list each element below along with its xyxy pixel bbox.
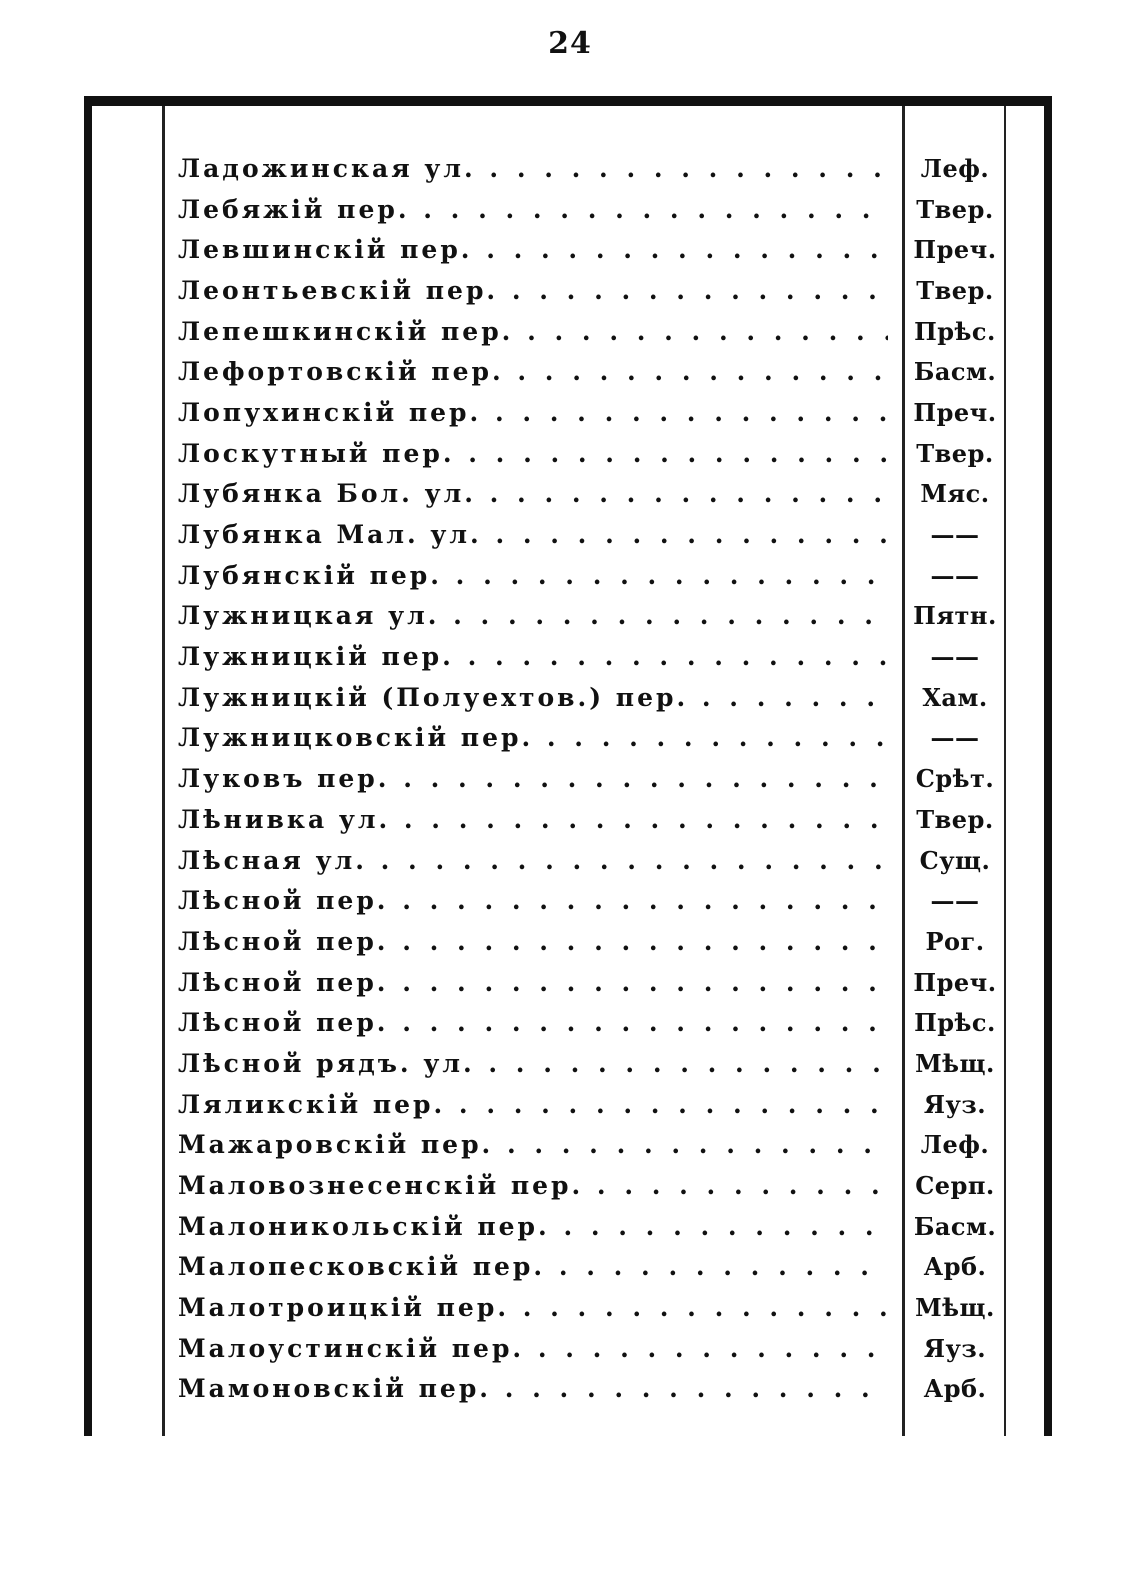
list-item bbox=[178, 636, 1008, 677]
street-name: Лепешкинскій пер. . . . bbox=[178, 317, 888, 346]
list-item bbox=[178, 1328, 1008, 1369]
list-item bbox=[178, 1043, 1008, 1084]
city-part: Леф. bbox=[920, 153, 990, 183]
street-name: Ладожинская ул. . . . bbox=[178, 154, 888, 183]
city-part: Хам. bbox=[922, 682, 988, 712]
list-item bbox=[178, 677, 1008, 718]
street-name: Лѣсной рядъ. ул. . . . bbox=[178, 1049, 888, 1078]
city-part: Леф. bbox=[920, 1130, 990, 1160]
city-part: Сущ. bbox=[919, 845, 991, 875]
city-part: Рог. bbox=[925, 926, 985, 956]
city-part: Твер. bbox=[916, 438, 994, 468]
list-item bbox=[178, 1206, 1008, 1247]
list-item bbox=[178, 474, 1008, 515]
list-item bbox=[178, 718, 1008, 759]
city-part: Прѣс. bbox=[914, 316, 996, 346]
list-item bbox=[178, 840, 1008, 881]
street-name: Лѣсной пер. . . . bbox=[178, 1008, 888, 1037]
street-name: Лѣсной пер. . . . bbox=[178, 968, 888, 997]
city-part: Прѣс. bbox=[914, 1008, 996, 1038]
street-name: Малотроицкій пер. . . . bbox=[178, 1293, 888, 1322]
street-name: Левшинскій пер. . . . bbox=[178, 235, 888, 264]
list-item bbox=[178, 514, 1008, 555]
list-item bbox=[178, 351, 1008, 392]
city-part: Пятн. bbox=[913, 601, 997, 631]
list-item bbox=[178, 1287, 1008, 1328]
list-item bbox=[178, 596, 1008, 637]
city-part: Мѣщ. bbox=[915, 1293, 995, 1323]
list-item bbox=[178, 1125, 1008, 1166]
street-name: Маловознесенскій пер. . . . bbox=[178, 1171, 888, 1200]
city-part: Твер. bbox=[916, 194, 994, 224]
city-part: Срѣт. bbox=[915, 764, 995, 794]
list-item bbox=[178, 880, 1008, 921]
street-name: Луковъ пер. . . . bbox=[178, 764, 888, 793]
street-name: Лѣсной пер. . . . bbox=[178, 886, 888, 915]
street-name: Лужницкая ул. . . . bbox=[178, 601, 888, 630]
city-part: Мяс. bbox=[920, 479, 990, 509]
list-item bbox=[178, 1165, 1008, 1206]
street-name: Малоустинскій пер. . . . bbox=[178, 1334, 888, 1363]
street-name: Леонтьевскій пер. . . . bbox=[178, 276, 888, 305]
street-name: Лѣсной пер. . . . bbox=[178, 927, 888, 956]
city-part: Басм. bbox=[913, 1211, 997, 1241]
city-part: —— bbox=[930, 723, 980, 753]
city-part: Преч. bbox=[913, 235, 997, 265]
list-item bbox=[178, 1369, 1008, 1410]
city-part: Арб. bbox=[923, 1252, 987, 1282]
street-name: Малоникольскій пер. . . . bbox=[178, 1212, 888, 1241]
city-part: —— bbox=[930, 560, 980, 590]
city-part: Яуз. bbox=[923, 1333, 987, 1363]
list-item bbox=[178, 1084, 1008, 1125]
list-item bbox=[178, 1247, 1008, 1288]
list-item bbox=[178, 189, 1008, 230]
city-part: —— bbox=[930, 642, 980, 672]
street-name: Ляликскій пер. . . . bbox=[178, 1090, 888, 1119]
street-name: Лубянскій пер. . . . bbox=[178, 561, 888, 590]
street-name: Лубянка Мал. ул. . . . bbox=[178, 520, 888, 549]
city-part: —— bbox=[930, 520, 980, 550]
list-item bbox=[178, 555, 1008, 596]
street-name: Мамоновскій пер. . . . bbox=[178, 1374, 888, 1403]
city-part: Преч. bbox=[913, 397, 997, 427]
city-part: Яуз. bbox=[923, 1089, 987, 1119]
street-name: Мажаровскій пер. . . . bbox=[178, 1130, 888, 1159]
street-name: Лѣнивка ул. . . . bbox=[178, 805, 888, 834]
list-item bbox=[178, 758, 1008, 799]
list-item bbox=[178, 921, 1008, 962]
list-item bbox=[178, 148, 1008, 189]
street-name: Лѣсная ул. . . . bbox=[178, 846, 888, 875]
city-part: Мѣщ. bbox=[915, 1048, 995, 1078]
city-part: Твер. bbox=[916, 804, 994, 834]
list-item bbox=[178, 270, 1008, 311]
list-item bbox=[178, 962, 1008, 1003]
list-item bbox=[178, 229, 1008, 270]
city-part: Басм. bbox=[913, 357, 997, 387]
street-name: Лубянка Бол. ул. . . . bbox=[178, 479, 888, 508]
column-rule-left bbox=[162, 106, 165, 1436]
street-name: Малопесковскій пер. . . . bbox=[178, 1252, 888, 1281]
street-name: Лопухинскій пер. . . . bbox=[178, 398, 888, 427]
city-part: Серп. bbox=[915, 1171, 995, 1201]
street-name: Лебяжій пер. . . . bbox=[178, 195, 888, 224]
street-name: Лужницковскій пер. . . . bbox=[178, 723, 888, 752]
street-name: Лефортовскій пер. . . . bbox=[178, 357, 888, 386]
street-name: Лужницкій пер. . . . bbox=[178, 642, 888, 671]
list-item bbox=[178, 311, 1008, 352]
city-part: Твер. bbox=[916, 275, 994, 305]
list-item bbox=[178, 799, 1008, 840]
list-item bbox=[178, 1002, 1008, 1043]
street-name: Лужницкій (Полуехтов.) пер. . . . bbox=[178, 683, 888, 712]
city-part: Арб. bbox=[923, 1374, 987, 1404]
list-item bbox=[178, 392, 1008, 433]
street-name: Лоскутный пер. . . . bbox=[178, 439, 888, 468]
city-part: —— bbox=[930, 886, 980, 916]
street-index-list bbox=[178, 148, 1008, 1409]
city-part: Преч. bbox=[913, 967, 997, 997]
page-number: 24 bbox=[548, 26, 592, 61]
list-item bbox=[178, 433, 1008, 474]
